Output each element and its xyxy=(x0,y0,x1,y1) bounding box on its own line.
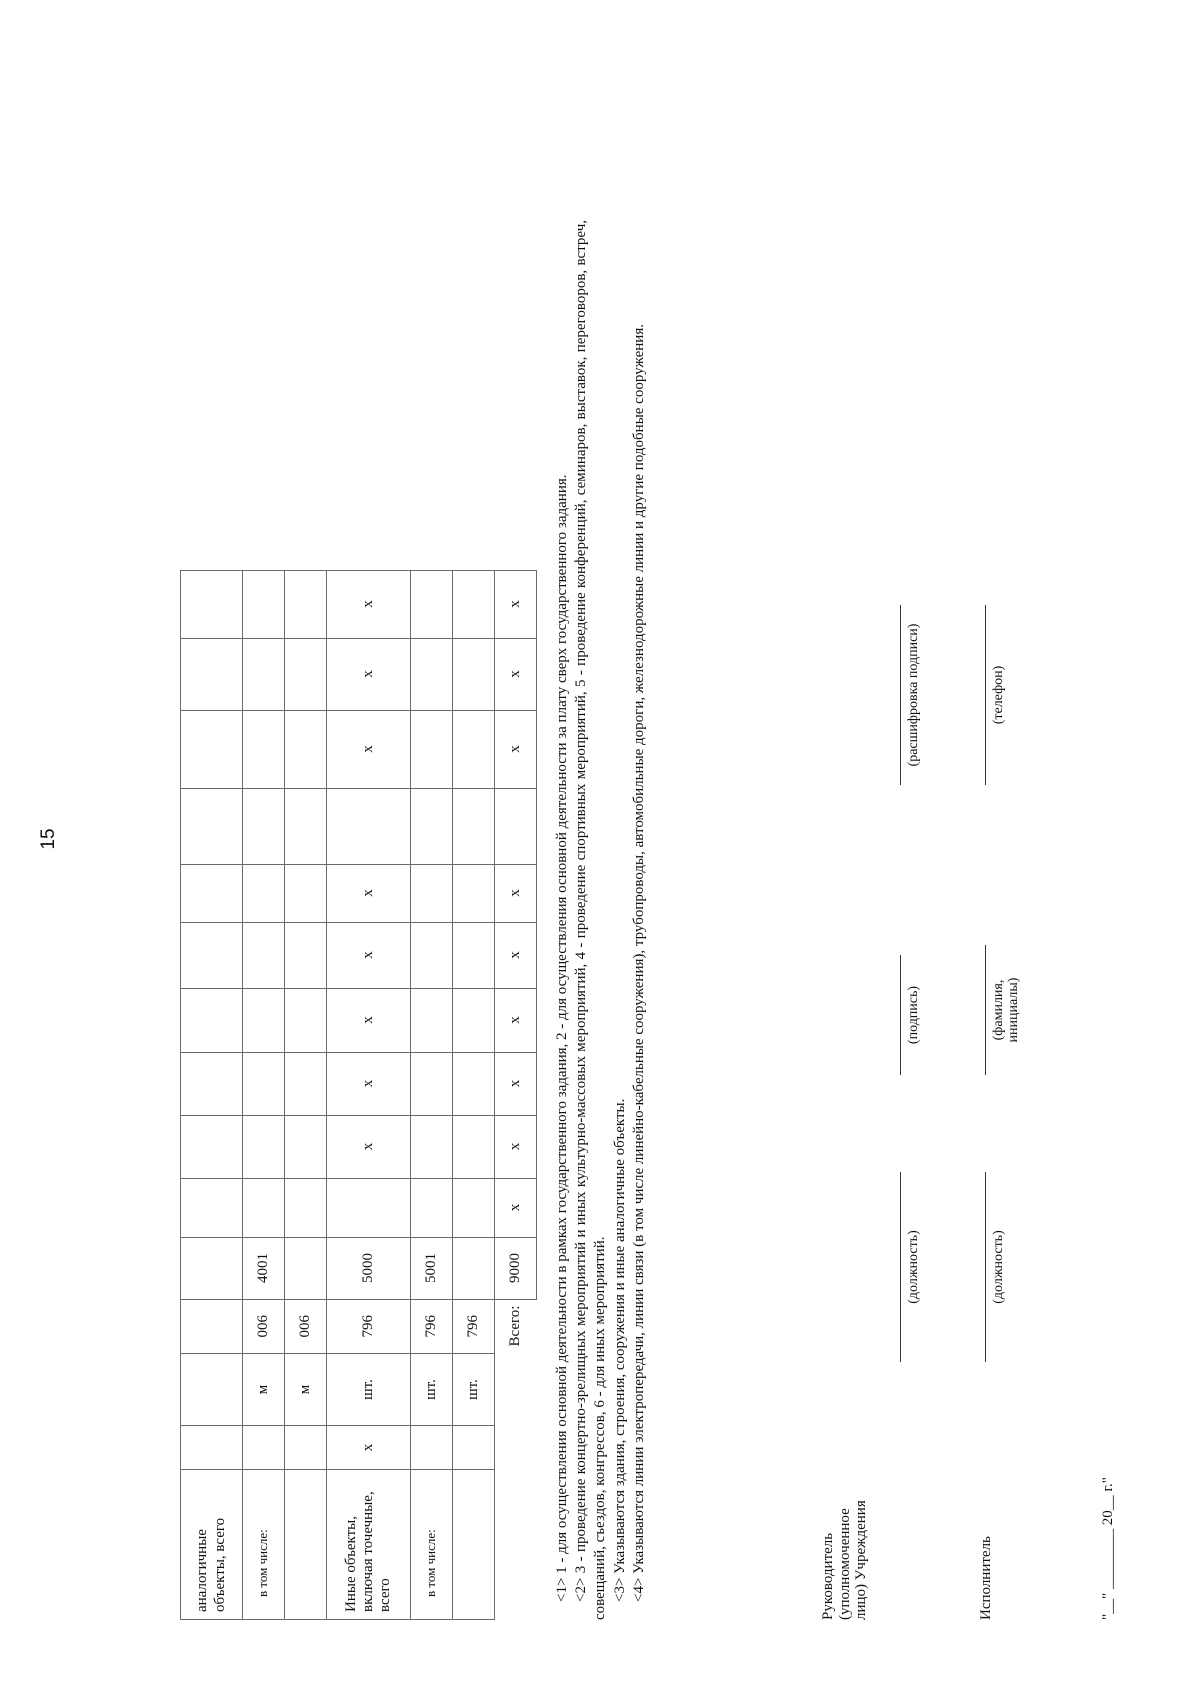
table-cell xyxy=(411,1426,453,1470)
total-cell: х xyxy=(495,638,537,710)
row-name-cell: в том числе: xyxy=(243,1470,285,1620)
table-cell xyxy=(181,1354,243,1426)
table-cell: м xyxy=(285,1354,327,1426)
table-cell xyxy=(285,1178,327,1237)
footnote-1: <1> 1 - для осуществления основной деятельности в рамках государственного задания, 2 - для осуществления основной деятельности за плату сверх государственного задания. xyxy=(554,474,570,1602)
table-cell xyxy=(181,1052,243,1115)
table-cell xyxy=(181,864,243,922)
table-cell xyxy=(453,988,495,1052)
table-cell xyxy=(181,638,243,710)
table-cell xyxy=(243,1115,285,1178)
row-name-cell: в том числе: xyxy=(411,1470,453,1620)
table-cell xyxy=(181,710,243,788)
table-cell xyxy=(285,570,327,638)
table-cell: 796 xyxy=(327,1299,411,1353)
table-cell xyxy=(285,1115,327,1178)
footnote-3: <3> Указываются здания, строения, сооружения и иные аналогичные объекты. xyxy=(611,1098,628,1602)
table-cell xyxy=(453,1052,495,1115)
table-cell xyxy=(411,922,453,988)
table-row xyxy=(411,570,453,1619)
table-cell xyxy=(181,1115,243,1178)
head-position-caption: (должность) xyxy=(906,1230,921,1304)
date-line: "__" ________ 20__ г." xyxy=(1100,1477,1116,1620)
table-cell xyxy=(285,1237,327,1299)
table-cell xyxy=(453,864,495,922)
table-cell: 796 xyxy=(411,1299,453,1353)
total-cell: х xyxy=(495,864,537,922)
table-cell xyxy=(243,988,285,1052)
table-cell xyxy=(243,710,285,788)
table-cell: х xyxy=(327,1426,411,1470)
table-cell xyxy=(411,1115,453,1178)
table-cell: х xyxy=(327,1115,411,1178)
total-cell xyxy=(495,788,537,864)
total-cell: х xyxy=(495,570,537,638)
table-cell xyxy=(243,922,285,988)
table-cell xyxy=(285,788,327,864)
table-cell: 006 xyxy=(285,1299,327,1353)
executor-position-caption: (должность) xyxy=(991,1230,1006,1304)
executor-phone-line xyxy=(985,605,986,785)
table-cell xyxy=(285,988,327,1052)
executor-phone-caption: (телефон) xyxy=(991,665,1006,725)
table-cell xyxy=(411,788,453,864)
empty-cell xyxy=(495,1354,537,1426)
row-name-cell: аналогичные объекты, всего xyxy=(181,1470,243,1620)
table-cell xyxy=(181,1299,243,1353)
table-cell xyxy=(453,1426,495,1470)
table-cell: х xyxy=(327,988,411,1052)
table-cell xyxy=(453,710,495,788)
table-cell xyxy=(411,570,453,638)
total-cell: х xyxy=(495,1052,537,1115)
table-cell xyxy=(181,788,243,864)
table-cell xyxy=(411,638,453,710)
table-cell: 4001 xyxy=(243,1237,285,1299)
empty-cell xyxy=(495,1426,537,1470)
row-name-cell xyxy=(285,1470,327,1620)
total-cell: х xyxy=(495,1178,537,1237)
total-code: 9000 xyxy=(495,1237,537,1299)
objects-table xyxy=(180,570,537,1620)
executor-position-line xyxy=(985,1172,986,1362)
table-cell xyxy=(181,1426,243,1470)
table-cell: х xyxy=(327,570,411,638)
table-cell xyxy=(327,1178,411,1237)
table-cell: 796 xyxy=(453,1299,495,1353)
table-cell xyxy=(453,1178,495,1237)
table-cell xyxy=(243,638,285,710)
table-cell xyxy=(181,570,243,638)
table-cell xyxy=(285,710,327,788)
footnote-2: <2> 3 - проведение концертно-зрелищных мероприятий и иных культурно-массовых мероприятий, 4 - проведение спортивных мероприятий, 5 - проведение конференций, семинаров, выставок, переговоров, встреч, совещаний, съездов, конгрессов, 6 - для иных мероприятий. xyxy=(573,220,609,1620)
table-cell xyxy=(243,788,285,864)
executor-label: Исполнитель xyxy=(978,1536,994,1620)
table-cell xyxy=(453,1115,495,1178)
footnotes xyxy=(553,220,649,1620)
table-row xyxy=(285,570,327,1619)
head-decoding-caption: (расшифровка подписи) xyxy=(906,623,921,767)
total-cell: х xyxy=(495,922,537,988)
table-cell xyxy=(181,988,243,1052)
table-cell xyxy=(181,922,243,988)
table-row xyxy=(181,570,243,1619)
table-row xyxy=(327,570,411,1619)
table-cell xyxy=(453,922,495,988)
table-cell: шт. xyxy=(327,1354,411,1426)
table-cell xyxy=(327,788,411,864)
table-cell: 5000 xyxy=(327,1237,411,1299)
table-cell xyxy=(243,1426,285,1470)
total-cell: х xyxy=(495,988,537,1052)
total-cell: х xyxy=(495,1115,537,1178)
executor-name-caption: (фамилия, инициалы) xyxy=(991,977,1022,1043)
row-name-cell xyxy=(453,1470,495,1620)
table-cell xyxy=(181,1237,243,1299)
table-cell xyxy=(453,638,495,710)
head-decoding-line xyxy=(900,605,901,785)
total-row xyxy=(495,570,537,1619)
table-cell xyxy=(285,864,327,922)
table-cell xyxy=(243,570,285,638)
table-cell xyxy=(411,1178,453,1237)
table-cell xyxy=(285,638,327,710)
table-cell: х xyxy=(327,922,411,988)
row-name-cell: Иные объекты, включая точечные, всего xyxy=(327,1470,411,1620)
table-cell xyxy=(285,1426,327,1470)
table-cell xyxy=(181,1178,243,1237)
table-cell: х xyxy=(327,638,411,710)
table-cell xyxy=(285,1052,327,1115)
table-cell xyxy=(285,922,327,988)
table-cell xyxy=(411,710,453,788)
table-cell xyxy=(411,1052,453,1115)
table-row xyxy=(243,570,285,1619)
table-cell: 006 xyxy=(243,1299,285,1353)
table-cell xyxy=(453,788,495,864)
table-cell xyxy=(411,864,453,922)
footnote-4: <4> Указываются линии электропередачи, линии связи (в том числе линейно-кабельные сооружения), трубопроводы, автомобильные дороги, железнодорожные линии и другие подобные сооружения. xyxy=(630,324,647,1602)
table-cell: шт. xyxy=(453,1354,495,1426)
total-label: Всего: xyxy=(507,1305,524,1347)
head-signature-caption: (подпись) xyxy=(906,985,921,1045)
table-row xyxy=(453,570,495,1619)
table-cell: шт. xyxy=(411,1354,453,1426)
table-cell: х xyxy=(327,864,411,922)
table-cell xyxy=(243,1052,285,1115)
empty-cell xyxy=(495,1470,537,1620)
head-signature-line xyxy=(900,955,901,1075)
table-cell xyxy=(411,988,453,1052)
table-cell: м xyxy=(243,1354,285,1426)
page-number: 15 xyxy=(38,828,59,850)
table-cell: х xyxy=(327,710,411,788)
table-cell xyxy=(243,864,285,922)
table-cell xyxy=(453,570,495,638)
landscape-content xyxy=(140,160,1140,1660)
table-cell: х xyxy=(327,1052,411,1115)
table-cell xyxy=(453,1237,495,1299)
head-label: Руководитель (уполномоченное лицо) Учреждения xyxy=(820,1500,869,1620)
total-cell: х xyxy=(495,710,537,788)
executor-name-line xyxy=(985,945,986,1075)
head-position-line xyxy=(900,1172,901,1362)
table-cell: 5001 xyxy=(411,1237,453,1299)
table-cell xyxy=(243,1178,285,1237)
